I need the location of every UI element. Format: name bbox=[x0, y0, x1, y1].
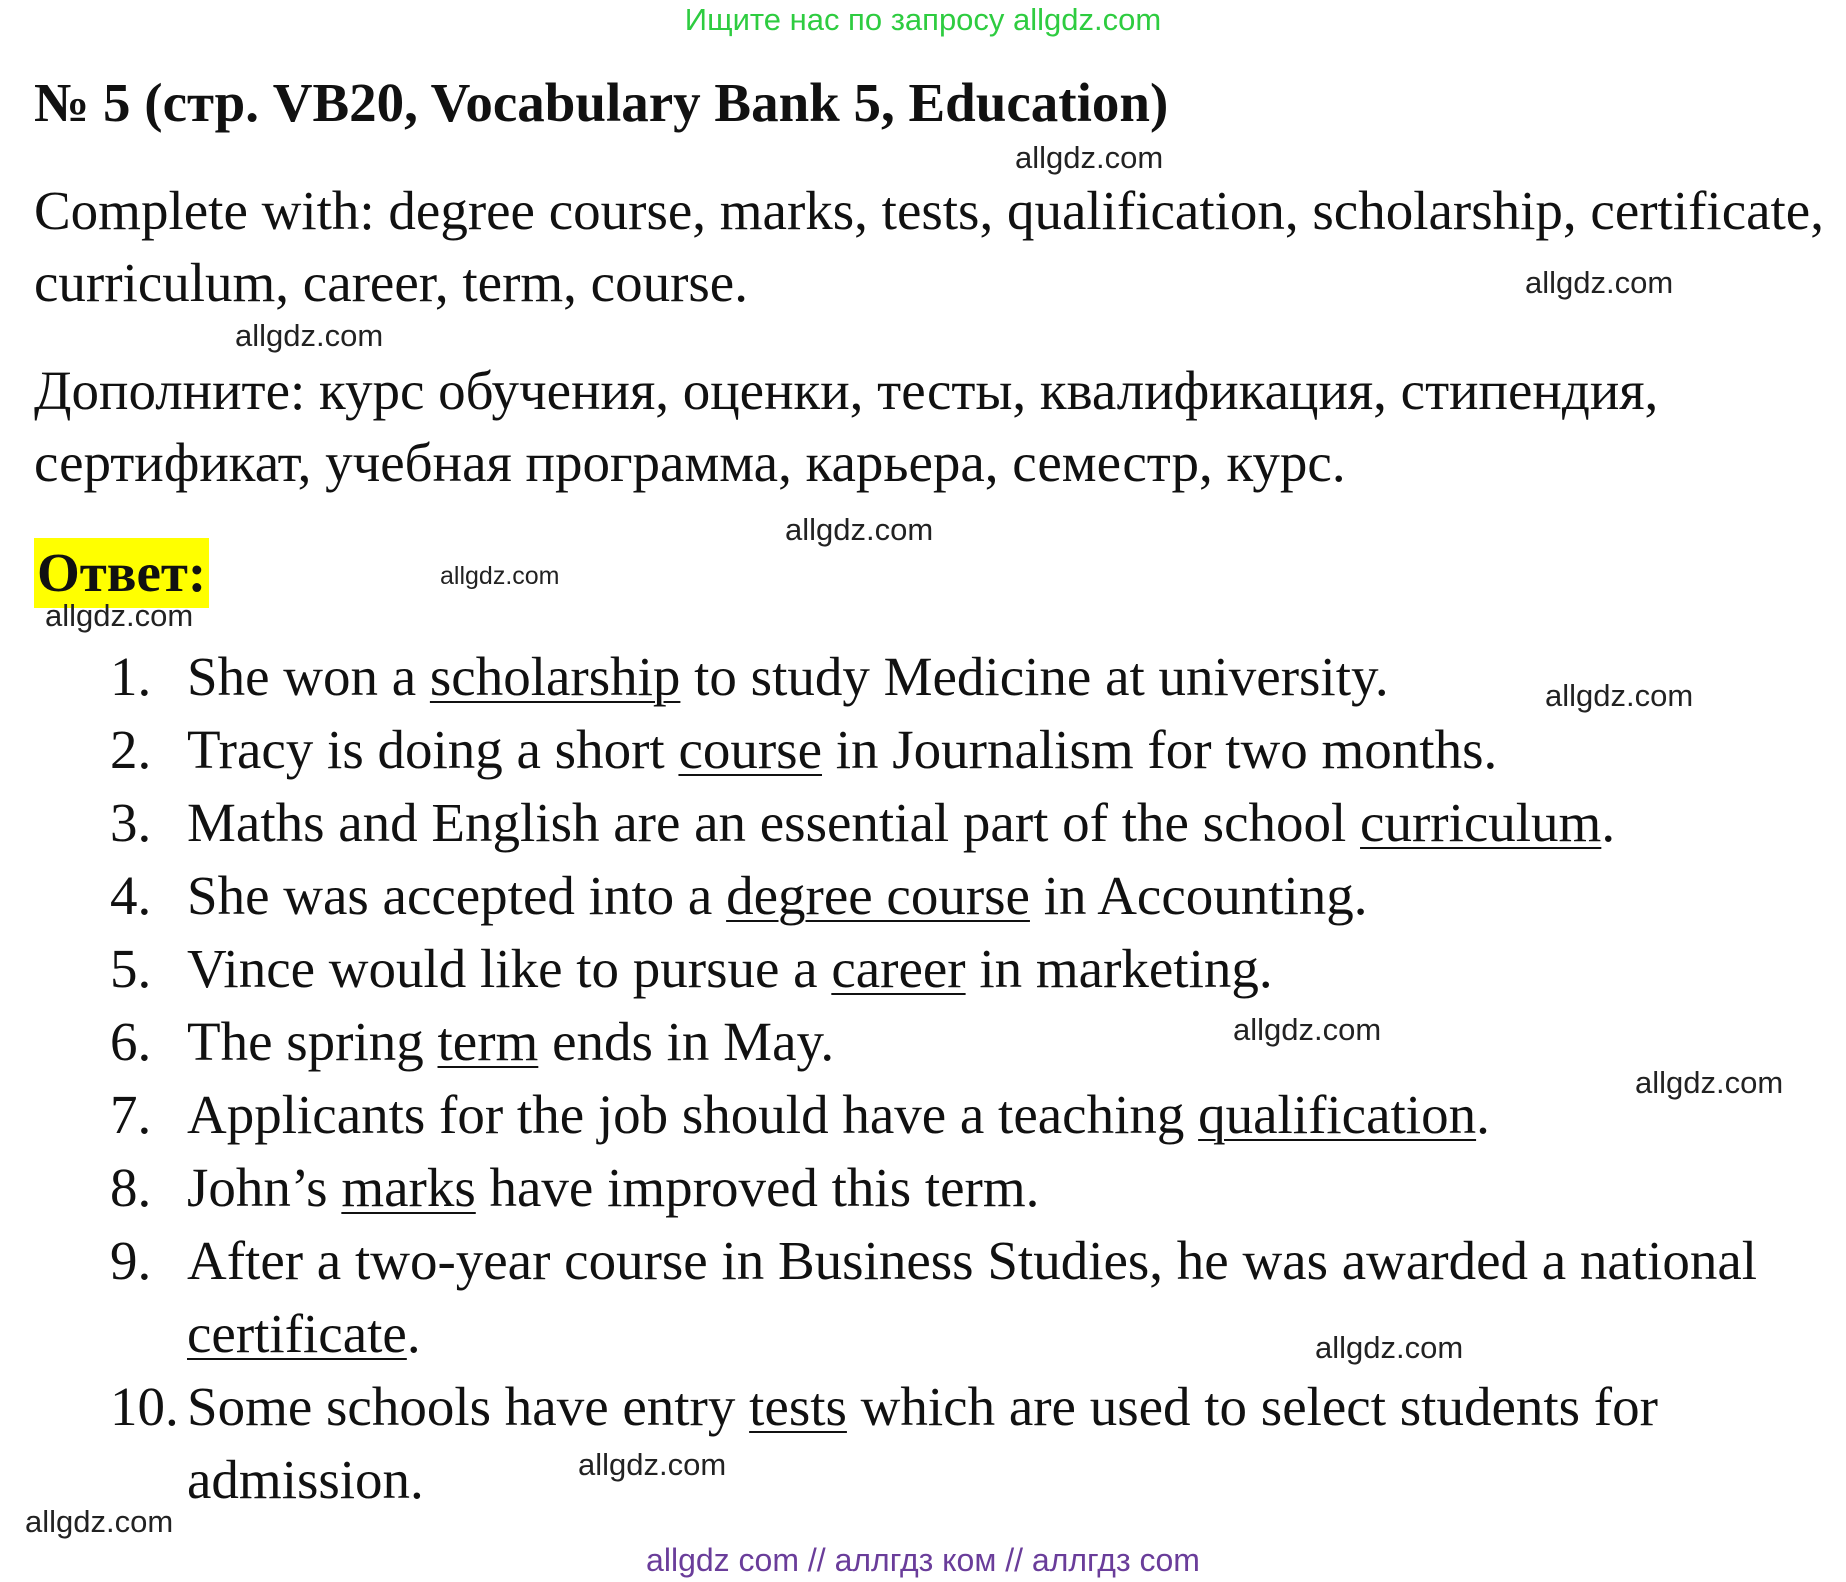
answer-text-before: After a two-year course in Business Studies, he was awarded a national bbox=[187, 1230, 1758, 1291]
answer-list bbox=[0, 640, 1846, 1516]
exercise-title: № 5 (стр. VB20, Vocabulary Bank 5, Education) bbox=[34, 72, 1169, 133]
answer-number: 5. bbox=[110, 938, 152, 999]
answer-text-after: which are used to select students for admission. bbox=[187, 1376, 1658, 1510]
watermark: allgdz.com bbox=[45, 598, 194, 633]
answer-item bbox=[0, 1370, 1807, 1516]
watermark: allgdz.com bbox=[235, 318, 384, 353]
watermark: allgdz.com bbox=[25, 1504, 174, 1539]
answer-item bbox=[0, 932, 1807, 1005]
answer-number: 10. bbox=[110, 1376, 179, 1437]
answer-text-before: John’s bbox=[187, 1157, 342, 1218]
answer-text-before: Some schools have entry bbox=[187, 1376, 750, 1437]
answer-label: Ответ: bbox=[34, 538, 209, 608]
answer-text-after: in Accounting. bbox=[1029, 865, 1368, 926]
watermark: allgdz.com bbox=[785, 512, 934, 547]
task-instructions-ru: Дополните: курс обучения, оценки, тесты, квалификация, стипендия, сертификат, учебная программа, карьера, семестр, курс. bbox=[34, 360, 1659, 493]
top-banner: Ищите нас по запросу allgdz.com bbox=[684, 2, 1162, 37]
watermark: allgdz.com bbox=[1233, 1012, 1382, 1047]
answer-item bbox=[0, 859, 1807, 932]
watermark: allgdz.com bbox=[440, 562, 560, 590]
answer-text-before: Maths and English are an essential part of the school bbox=[187, 792, 1361, 853]
footer-watermark: allgdz com // аллгдз ком // аллгдз com bbox=[646, 1542, 1200, 1578]
watermark: allgdz.com bbox=[1315, 1330, 1464, 1365]
answer-item bbox=[0, 713, 1807, 786]
watermark: allgdz.com bbox=[1635, 1065, 1784, 1100]
answer-word: certificate bbox=[187, 1303, 407, 1364]
answer-text-after: in Journalism for two months. bbox=[821, 719, 1498, 780]
answer-text-after: to study Medicine at university. bbox=[680, 646, 1389, 707]
answer-number: 2. bbox=[110, 719, 152, 780]
answer-text-after: ends in May. bbox=[538, 1011, 835, 1072]
watermark: allgdz.com bbox=[578, 1447, 727, 1482]
answer-number: 8. bbox=[110, 1157, 152, 1218]
answer-number: 9. bbox=[110, 1230, 152, 1291]
answer-text-after: in marketing. bbox=[965, 938, 1273, 999]
watermark: allgdz.com bbox=[1545, 678, 1694, 713]
answer-item bbox=[0, 786, 1807, 859]
answer-text-after: . bbox=[406, 1303, 421, 1364]
answer-text-before: Applicants for the job should have a teaching bbox=[187, 1084, 1199, 1145]
answer-item bbox=[0, 1005, 1807, 1078]
answer-word: career bbox=[831, 938, 966, 999]
answer-number: 4. bbox=[110, 865, 152, 926]
answer-text-before: The spring bbox=[187, 1011, 438, 1072]
answer-word: term bbox=[437, 1011, 539, 1072]
answer-text-before: Tracy is doing a short bbox=[187, 719, 679, 780]
answer-number: 1. bbox=[110, 646, 152, 707]
answer-word: tests bbox=[749, 1376, 847, 1437]
answer-word: marks bbox=[341, 1157, 476, 1218]
answer-text-before: She was accepted into a bbox=[187, 865, 727, 926]
answer-word: qualification bbox=[1198, 1084, 1477, 1145]
watermark: allgdz.com bbox=[1015, 140, 1164, 175]
answer-word: course bbox=[678, 719, 822, 780]
answer-word: curriculum bbox=[1360, 792, 1602, 853]
answer-text-before: She won a bbox=[187, 646, 430, 707]
answer-item bbox=[0, 1078, 1807, 1151]
answer-text-after: . bbox=[1476, 1084, 1490, 1145]
answer-number: 7. bbox=[110, 1084, 152, 1145]
answer-text-after: . bbox=[1601, 792, 1616, 853]
answer-text-after: have improved this term. bbox=[475, 1157, 1040, 1218]
answer-item bbox=[0, 1151, 1807, 1224]
answer-word: scholarship bbox=[429, 646, 681, 707]
watermark: allgdz.com bbox=[1525, 265, 1674, 300]
answer-item bbox=[0, 640, 1807, 713]
answer-item bbox=[0, 1224, 1807, 1370]
answer-text-before: Vince would like to pursue a bbox=[187, 938, 832, 999]
task-instructions-en: Complete with: degree course, marks, tests, qualification, scholarship, certificate, curriculum, career, term, course. bbox=[34, 180, 1824, 313]
answer-number: 3. bbox=[110, 792, 152, 853]
answer-number: 6. bbox=[110, 1011, 152, 1072]
answer-word: degree course bbox=[726, 865, 1030, 926]
